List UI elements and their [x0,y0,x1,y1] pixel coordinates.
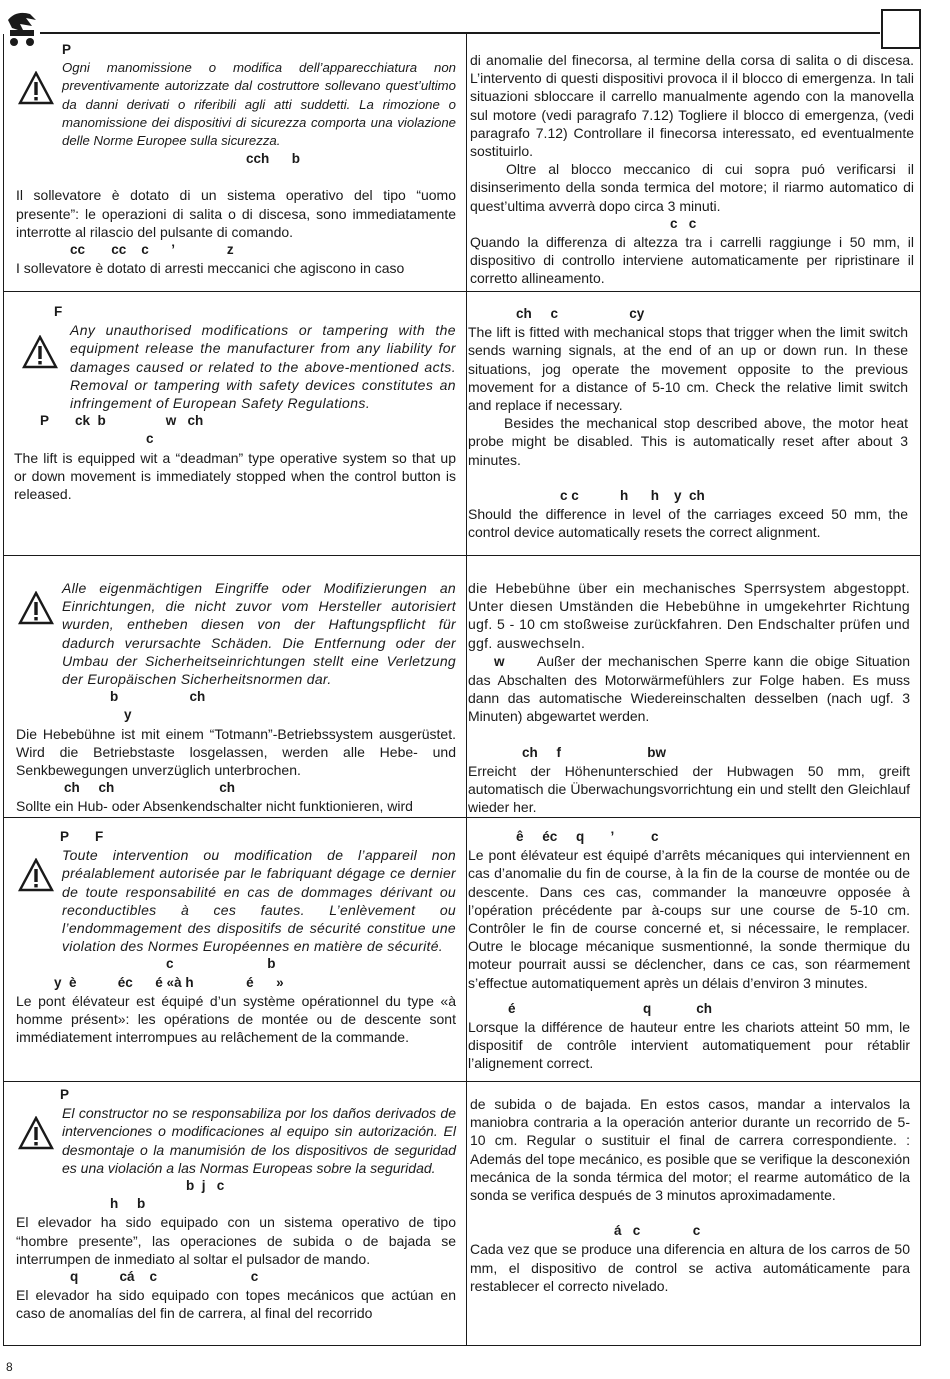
right-column [470,1095,910,1295]
heading-operative-system: b ch [110,689,206,705]
column-divider [466,291,467,555]
heading-operative-system: b j c [186,1178,225,1194]
warning-icon [18,858,54,892]
heading-alignment: c c h h y ch [560,487,705,503]
warning-text: Any unauthorised modifications or tampering with the equipment release the manufacturer from any liability for damages caused or related to the above-mentioned acts. Removal or tampering with safety devices constitutes an infringement of European Safety Regulations. [70,322,456,412]
section-spanish [4,1081,920,1345]
paragraph-mechanical-stops: Sollte ein Hub- oder Absenkendschalter nicht funktionieren, wird [16,798,413,815]
warning-heading: P [62,42,72,57]
section-english [4,291,920,556]
heading-mechanical-stops: ê éc q ’ c [516,829,659,844]
warning-icon [18,591,54,625]
warning-text: Alle eigenmächtigen Eingriffe oder Modifizierungen an Einrichtungen, die nicht zuvor vom Hersteller autorisiert wurden, entheben diesen von der Haftungspflicht für dadurch verursachte Schäden. Die Entfernung oder der Umbau der Sicherheitseinrichtungen stellt eine Verletzung der Europäischen Sicherheitsnormen dar. [62,580,456,688]
column-divider [466,555,467,817]
right-column [470,51,914,288]
heading-operative-system: cch b [246,151,301,167]
section-german [4,555,920,818]
warning-text: El constructor no se responsabiliza por los daños derivados de intervenciones o modificaciones al equipo sin autorización. El desmontaje o la manumisión de los dispositivos de seguridad es una violación a las Normas Europeas sobre la seguridad. [62,1105,456,1176]
left-column [16,41,456,277]
paragraph-limit-switch: die Hebebühne über ein mechanisches Sperrsystem abgestoppt. Unter diesen Umständen die Hebebühne in umgekehrter Richtung ugf. 5 - 10 cm stoßweise zurückfahren. Den Endschalter prüfen und ggf. auswechseln. [468,580,910,651]
paragraph-operative-system: Die Hebebühne ist mit einem “Totmann”-Betriebssystem ausgerüstet. Wird die Betriebstaste losgelassen, werden alle Hebe- und Senkbewegungen unverzüglich unterbrochen. [16,725,456,779]
heading-mechanical-stops: cc cc c ’ z [70,242,234,258]
left-column [16,579,456,816]
column-divider [466,34,467,291]
paragraph-thermal-probe: Besides the mechanical stop described above, the motor heat probe might be disabled. This is automatically reset after about 3 minutes. [468,415,908,468]
page-number: 8 [6,1360,13,1374]
warning-text: Ogni manomissione o modifica dell’apparecchiatura non preventivamente autorizzate dal costruttore sollevano quest’ultimo da danni derivati o riferibili agli atti suddetti. La rimozione o manomissione dei dispositivi di sicurezza comporta una violazione delle Norme Europee sulla sicurezza. [62,60,456,149]
warning-block [16,579,456,688]
column-divider [466,1081,467,1345]
paragraph-operative-system: Le pont élévateur est équipé d’un système opérationnel du type «à homme présent»: les opérations de montée ou de descente sont immédiatement interrompues au relâchement de la commande. [16,992,456,1046]
heading-alignment: c c [670,215,697,231]
heading-operative-system: c b [166,956,276,972]
paragraph-operative-system: Il sollevatore è dotato di un sistema operativo del tipo “uomo presente”: le operazioni di salita o di discesa, sono immediatamente interrotte al rilascio del pulsante di comando. [16,187,456,240]
heading-alignment: é q ch [508,1000,713,1016]
warning-block [16,1104,456,1177]
left-column [16,828,456,1046]
paragraph-operative-system: The lift is equipped wit a “deadman” type operative system so that up or down movement is immediately stopped when the control button is released. [14,449,456,503]
heading-mechanical-stops: ch c cy [516,306,645,321]
paragraph-mechanical-stops: I sollevatore è dotato di arresti meccanici che agiscono in caso [16,260,405,277]
paragraph-alignment: Erreicht der Höhenunterschied der Hubwagen 50 mm, greift automatisch die Überwachungsvorrichtung ein und stellt den Gleichlauf wieder her. [468,762,910,816]
paragraph-alignment: Cada vez que se produce una diferencia en altura de los carros de 50 mm, el dispositivo de control se activa automáticamente para restablecer el correcto nivelado. [470,1241,910,1294]
column-divider [466,817,467,1081]
warning-heading: F [54,304,63,319]
paragraph-mechanical-stops: El elevador ha sido equipado con topes mecánicos que actúan en caso de anomalías del fin de carrera, al final del recorrido [16,1287,456,1322]
heading-operative-system-line2: y è éc é «à h é » [54,974,284,990]
warning-icon [22,335,58,369]
heading-thermal-probe: w [494,653,505,669]
paragraph-alignment: Quando la differenza di altezza tra i carrelli raggiunge i 50 mm, il dispositivo di controllo interviene automaticamente per ripristinare il corretto allineamento. [470,234,914,287]
paragraph-alignment: Lorsque la différence de hauteur entre les chariots atteint 50 mm, le dispositif de contrôle intervient automatiquement pour rétablir l’alignement correct. [468,1019,910,1072]
warning-heading: P [60,1087,70,1102]
paragraph-mechanical-stops: The lift is fitted with mechanical stops that trigger when the limit switch sends warning signals, at the end of an up or down run. In these situations, jog operate the movement opposite to the previous movement for a distance of 5-10 cm. Check the relative limit switch and replace if necessary. [468,324,908,414]
left-column [16,1086,456,1323]
warning-block [14,321,456,412]
heading-operative-system-line2: h b [110,1196,146,1212]
section-italian [4,34,920,292]
right-column [468,579,910,816]
heading-alignment: á c c [614,1223,701,1239]
heading-operative-system-line2: c [146,431,154,447]
warning-block [16,846,456,955]
right-column [468,305,908,541]
paragraph-thermal-probe: Außer der mechanischen Sperre kann die obige Situation das Abschalten des Motorwärmefühlers zur Folge haben. Es muss dann das automatische Wiedereinschalten desselben (nach ugf. 3 Minuten) abgewartet werden. [468,652,910,725]
warning-icon [18,71,54,105]
paragraph-limit-switch: de subida o de bajada. En estos casos, mandar a intervalos la maniobra contraria a la operación anterior durante un recorrido de 5-10 cm. Regular o sustituir el final de carrera correspondiente. : Además del tope mecánico, es posible que se verifique la desconexión mecánica de la sonda térmica del motor; el rearme automático de la sonda se verifica después de 3 minutos aproximadamente. [470,1096,910,1204]
warning-block [16,59,456,150]
content-frame [3,34,921,1346]
paragraph-limit-switch: di anomalie del finecorsa, al termine della corsa di salita o di discesa. L’intervento di questi dispositivi provoca il il blocco di emergenza. In tali situazioni sbloccare il carrello manualmente agendo con la manovella sul motore (vedi paragrafo 7.12) Togliere il blocco di emergenza, (vedi paragrafo 7.12) Controllare il finecorsa interessato, ed eventualmente sostituirlo. [470,52,914,160]
paragraph-mechanical-stops: Le pont élévateur est équipé d’arrêts mécaniques qui interviennent en cas d’anomalie du fin de course, à la fin de la course de montée ou de descente. Dans ces cas, commander la manœuvre opposée à l’opération précédente par à-coups sur une course de 5-10 cm. Contrôler le fin de course concerné et, si nécessaire, le remplacer. Outre le blocage mécanique susmentionné, la sonde thermique du moteur pourrait aussi se déclencher, dans ce cas, son réarmement s’effectue automatiquement après un délais d’environ 3 minutes. [468,847,910,991]
section-french [4,817,920,1082]
heading-mechanical-stops: ch ch ch [64,780,236,796]
left-column [14,303,456,503]
heading-mechanical-stops: q cá c c [70,1269,259,1285]
paragraph-thermal-probe: Oltre al blocco meccanico di cui sopra puó verificarsi il disinserimento della sonda termica del motore; il riarmo automatico di quest’ultima avverrà dopo circa 3 minuti. [470,161,914,214]
right-column [468,828,910,1073]
paragraph-alignment: Should the difference in level of the carriages exceed 50 mm, the control device automatically resets the correct alignment. [468,506,908,541]
heading-operative-system-line2: y [124,707,132,723]
paragraph-operative-system: El elevador ha sido equipado con un sistema operativo de tipo “hombre presente”, las operaciones de subida o de bajada se interrumpen de inmediato al soltar el pulsador de mando. [16,1214,456,1267]
heading-operative-system: P ck b w ch [40,413,204,429]
warning-text: Toute intervention ou modification de l’appareil non préalablement autorisée par le fabriquant dégage ce dernier de toute responsabilité en cas de dommages dérivant ou reconductibles à ces fautes. L’enlèvement ou l’endommagement des dispositifs de sécurité constitue une violation des Normes Européennes en matière de sécurité. [62,847,456,955]
heading-alignment: ch f bw [522,744,667,760]
warning-heading: P F [60,829,104,844]
warning-icon [18,1116,54,1150]
